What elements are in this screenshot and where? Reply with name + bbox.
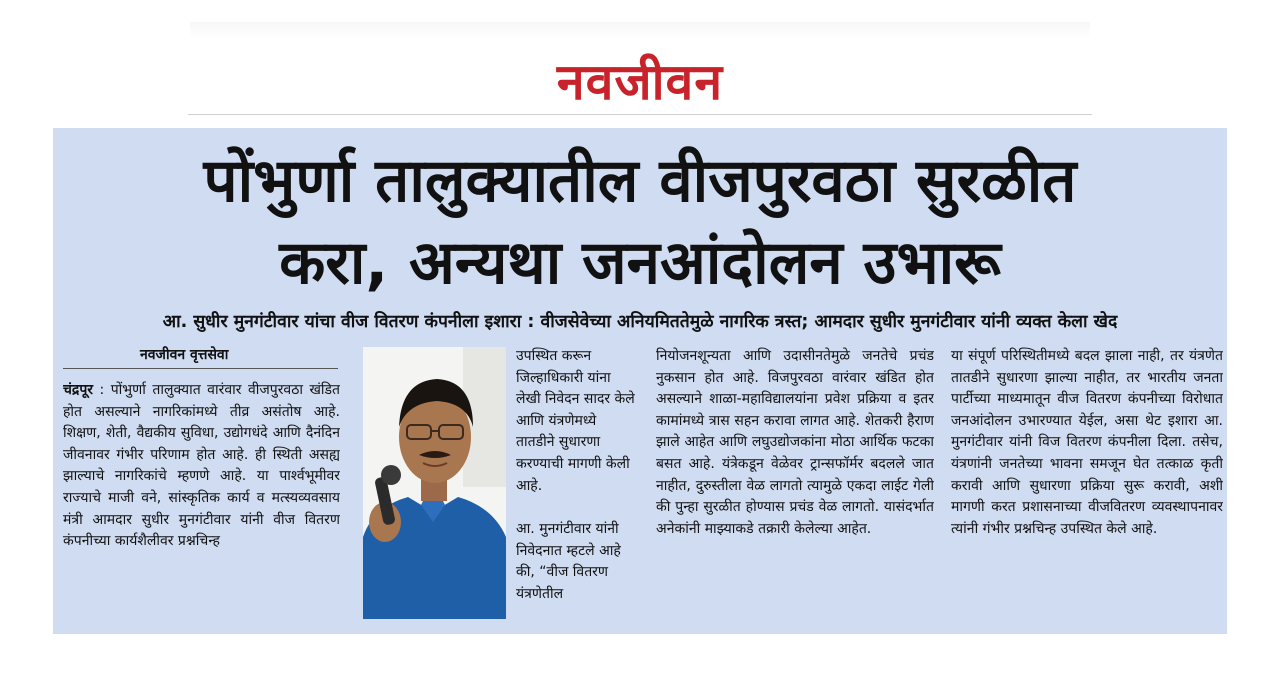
column-2-para-1: उपस्थित करून जिल्हाधिकारी यांना लेखी निवेदन सादर केले आणि यंत्रणेमध्ये तातडीने सुधारणा करण्याची मागणी केली आहे.: [516, 348, 635, 494]
byline: नवजीवन वृत्तसेवा: [140, 347, 229, 363]
portrait-photo: [363, 347, 506, 619]
headline: [53, 140, 1227, 304]
article-column-1: [63, 380, 340, 624]
column-2-para-2: आ. मुनगंटीवार यांनी निवेदनात म्हटले आहे की, “वीज वितरण यंत्रणेतील: [516, 521, 621, 602]
subheadline: आ. सुधीर मुनगंटीवार यांचा वीज वितरण कंपनीला इशारा : वीजसेवेच्या अनियमिततेमुळे नागरिक त्रस्त; आमदार सुधीर मुनगंटीवार यांनी व्यक्त केला खेद: [162, 312, 1118, 332]
top-shade: [190, 22, 1090, 38]
column-3-text: नियोजनशून्यता आणि उदासीनतेमुळे जनतेचे प्रचंड नुकसान होत आहे. विजपुरवठा वारंवार खंडित होत असल्याने शाळा-महाविद्यालयांना प्रवेश प्रक्रिया व इतर कामांमध्ये त्रास सहन करावा लागत आहे. शेतकरी हैराण झाले आहेत आणि लघुउद्योजकांना मोठा आर्थिक फटका बसत आहे. यंत्रेकडून वेळेवर ट्रान्सफॉर्मर बदलले जात नाहीत, दुरुस्तीला वेळ लागतो त्यामुळे एकदा लाईट गेली की पुन्हा सुरळीत होण्यास प्रचंड वेळ लागतो. यासंदर्भात अनेकांनी माझ्याकडे तक्रारी केलेल्या आहेत.: [656, 348, 934, 537]
byline-rule: [63, 368, 338, 369]
column-4-text: या संपूर्ण परिस्थितीमध्ये बदल झाला नाही, तर यंत्रणेत तातडीने सुधारणा झाल्या नाहीत, तर भारतीय जनता पार्टीच्या माध्यमातून वीज वितरण कंपनीच्या विरोधात जनआंदोलन उभारण्यात येईल, असा थेट इशारा आ. मुनगंटीवार यांनी विज वितरण कंपनीला दिला. तसेच, यंत्रणांनी जनतेच्या भावना समजून घेत तत्काळ कृती करावी आणि सुधारणा प्रक्रिया सुरू करावी, अशी मागणी करत प्रशासनाच्या वीजवितरण व्यवस्थापनावर त्यांनी गंभीर प्रश्नचिन्ह उपस्थित केले आहे.: [951, 348, 1223, 537]
dateline: चंद्रपूर: [63, 382, 94, 398]
masthead-rule: [188, 114, 1092, 115]
newspaper-masthead: नवजीवन: [556, 53, 724, 111]
portrait-illustration: [363, 347, 506, 619]
headline-line-1: पोंभुर्णा तालुक्यातील वीजपुरवठा सुरळीत: [203, 146, 1077, 216]
article-column-3: [656, 346, 934, 624]
column-1-text: : पोंभुर्णा तालुक्यात वारंवार वीजपुरवठा खंडित होत असल्याने नागरिकांमध्ये तीव्र असंतोष आहे. शिक्षण, शेती, वैद्यकीय सुविधा, उद्योगधंदे आणि दैनंदिन जीवनावर गंभीर परिणाम होत आहे. ही स्थिती असह्य झाल्याचे नागरिकांचे म्हणणे आहे. या पार्श्वभूमीवर राज्याचे माजी वने, सांस्कृतिक कार्य व मत्स्यव्यवसाय मंत्री आमदार सुधीर मुनगंटीवार यांनी वीज वितरण कंपनीच्या कार्यशैलीवर प्रश्नचिन्ह: [63, 382, 340, 550]
article-column-4: [951, 346, 1223, 624]
article-column-2: [516, 346, 636, 624]
headline-line-2: करा, अन्यथा जनआंदोलन उभारू: [279, 228, 1001, 298]
